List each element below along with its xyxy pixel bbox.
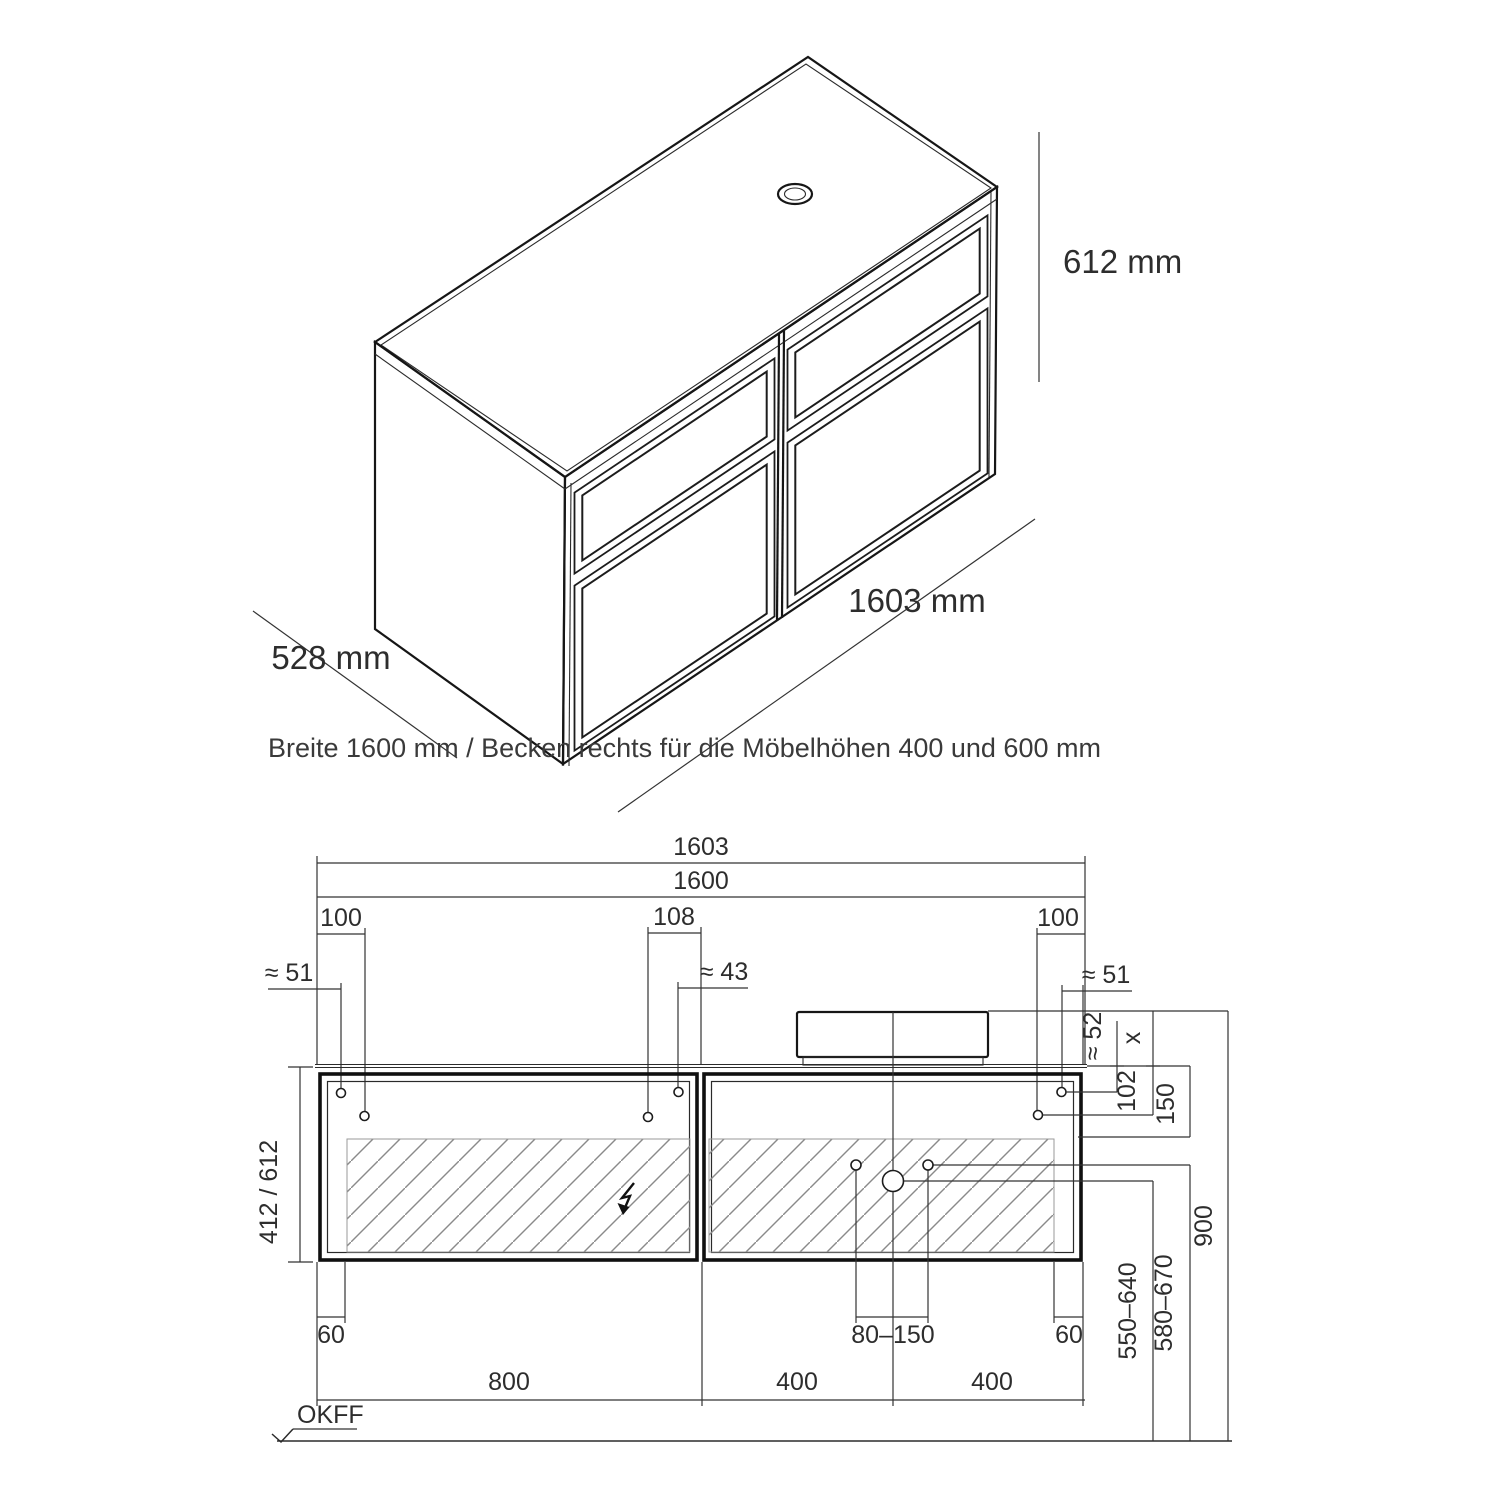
iso-countertop-edge-side <box>375 354 565 489</box>
iso-left-edge-inner <box>569 483 571 766</box>
iso-depth-label: 528 mm <box>271 639 391 676</box>
dim-label-100-right: 100 <box>1037 904 1079 932</box>
interior-clearance-left <box>347 1139 690 1252</box>
dim-label-60-left: 60 <box>317 1321 345 1349</box>
bottom-dimensions <box>317 1262 1085 1406</box>
dim-label-400-right: 400 <box>971 1368 1013 1396</box>
okff-level-icon <box>272 1429 293 1442</box>
isometric-view <box>253 57 1182 812</box>
supply-hole <box>923 1160 933 1170</box>
drain-hole <box>883 1171 904 1192</box>
supply-hole <box>851 1160 861 1170</box>
dim-label-800: 800 <box>488 1368 530 1396</box>
dim-label-1600: 1600 <box>673 867 729 895</box>
dim-label-412-612: 412 / 612 <box>255 1139 283 1245</box>
okff-label: OKFF <box>297 1401 364 1429</box>
dim-label-102: 102 <box>1113 1070 1141 1112</box>
iso-width-label: 1603 mm <box>848 582 986 619</box>
dim-label-approx51-right: ≈ 51 <box>1081 961 1131 989</box>
front-elevation <box>255 833 1232 1442</box>
interior-clearance-right <box>709 1139 1054 1252</box>
floor-reference <box>272 1401 1232 1442</box>
dim-label-approx51-left: ≈ 51 <box>264 959 314 987</box>
top-dimensions <box>265 833 1132 991</box>
dim-label-150: 150 <box>1152 1083 1180 1125</box>
dim-label-60-right: 60 <box>1055 1321 1083 1349</box>
iso-center-divider-b <box>782 331 784 618</box>
dim-label-approx52: ≈ 52 <box>1079 1011 1107 1061</box>
dim-label-1603: 1603 <box>673 833 729 861</box>
left-dimension <box>255 1067 313 1262</box>
dim-label-approx43: ≈ 43 <box>699 958 749 986</box>
iso-right-edge-inner <box>989 192 991 477</box>
caption: Breite 1600 mm / Becken rechts für die Möbelhöhen 400 und 600 mm <box>268 733 1101 763</box>
dim-label-108: 108 <box>653 903 695 931</box>
cabinet-front <box>320 1074 1081 1260</box>
dim-label-900: 900 <box>1190 1205 1218 1247</box>
dim-label-100-left: 100 <box>320 904 362 932</box>
dim-label-x: x <box>1118 1031 1146 1045</box>
dim-label-400-left: 400 <box>776 1368 818 1396</box>
iso-center-divider-a <box>777 334 779 621</box>
iso-drawer-fronts <box>575 215 988 750</box>
dim-label-550-640: 550–640 <box>1114 1262 1142 1360</box>
dim-label-580-670: 580–670 <box>1150 1254 1178 1352</box>
iso-height-label: 612 mm <box>1063 243 1183 280</box>
dim-label-80-150: 80–150 <box>851 1321 935 1349</box>
faucet-hole-icon <box>778 184 812 204</box>
